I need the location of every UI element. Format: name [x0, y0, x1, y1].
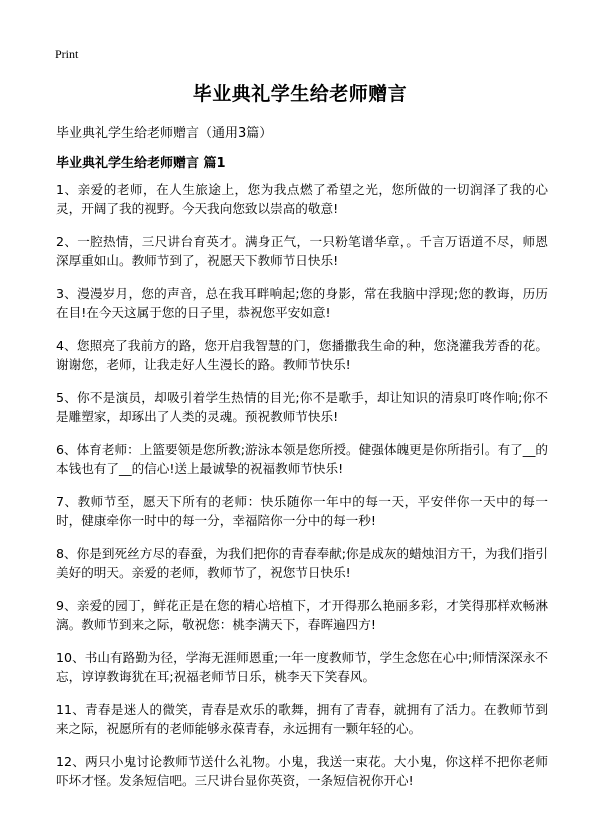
paragraph-list: [56, 180, 548, 804]
paragraph: 11、青春是迷人的微笑，青春是欢乐的歌舞，拥有了青春，就拥有了活力。在教师节到来之际，祝愿所有的老师能够永葆青春，永远拥有一颗年轻的心。: [56, 702, 548, 736]
paragraph: 12、两只小鬼讨论教师节送什么礼物。小鬼，我送一束花。大小鬼，你这样不把你老师吓坏才怪。发条短信吧。三尺讲台显你英资，一条短信祝你开心!: [56, 754, 548, 788]
section-heading: 毕业典礼学生给老师赠言 篇1: [56, 156, 226, 171]
paragraph: 7、教师节至，愿天下所有的老师：快乐随你一年中的每一天，平安伴你一天中的每一时，健康牵你一时中的每一分，幸福陪你一分中的每一秒!: [56, 494, 548, 528]
paragraph: 8、你是到死丝方尽的春蚕，为我们把你的青春奉献;你是成灰的蜡烛泪方干，为我们指引美好的明天。亲爱的老师，教师节了，祝您节日快乐!: [56, 546, 548, 580]
document-subtitle: 毕业典礼学生给老师赠言（通用3篇）: [56, 126, 273, 141]
paragraph: 9、亲爱的园丁，鲜花正是在您的精心培植下，才开得那么艳丽多彩，才笑得那样欢畅淋漓。教师节到来之际，敬祝您：桃李满天下，春晖遍四方!: [56, 598, 548, 632]
paragraph: 3、漫漫岁月，您的声音，总在我耳畔响起;您的身影，常在我脑中浮现;您的教诲，历历在目!在今天这属于您的日子里，恭祝您平安如意!: [56, 286, 548, 320]
paragraph: 4、您照亮了我前方的路，您开启我智慧的门，您播撒我生命的种，您浇灌我芳香的花。谢谢您，老师，让我走好人生漫长的路。教师节快乐!: [56, 338, 548, 372]
paragraph: 10、书山有路勤为径，学海无涯师恩重;一年一度教师节，学生念您在心中;师情深深永不忘，谆谆教诲犹在耳;祝福老师节日乐，桃李天下笑春风。: [56, 650, 548, 684]
print-link[interactable]: Print: [55, 47, 79, 61]
page-title: 毕业典礼学生给老师赠言: [192, 83, 408, 105]
paragraph: 2、一腔热情，三尺讲台育英才。满身正气，一只粉笔谱华章，。千言万语道不尽，师恩深厚重如山。教师节到了，祝愿天下教师节日快乐!: [56, 234, 548, 268]
paragraph: 5、你不是演员，却吸引着学生热情的目光;你不是歌手，却让知识的清泉叮咚作响;你不是雕塑家，却琢出了人类的灵魂。预祝教师节快乐!: [56, 390, 548, 424]
paragraph: 1、亲爱的老师，在人生旅途上，您为我点燃了希望之光，您所做的一切润泽了我的心灵，开阔了我的视野。今天我向您致以崇高的敬意!: [56, 182, 548, 216]
paragraph: 6、体育老师：上篮要领是您所教;游泳本领是您所授。健强体魄更是你所指引。有了__的本钱也有了__的信心!送上最诚挚的祝福教师节快乐!: [56, 442, 548, 476]
